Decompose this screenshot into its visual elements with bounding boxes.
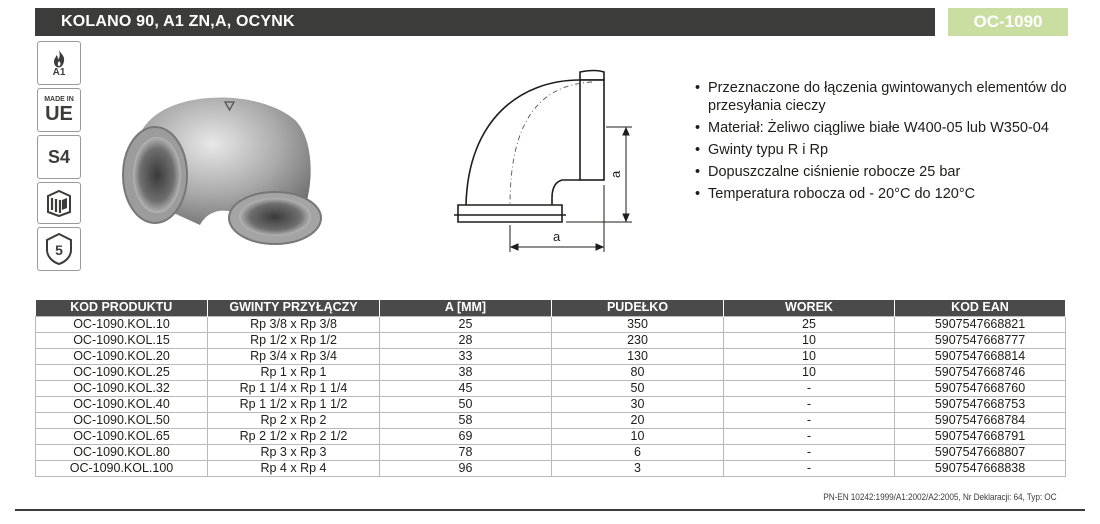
feature-item: • Gwinty typu R i Rp <box>695 141 1095 159</box>
cell-box: 230 <box>552 332 724 348</box>
made-in-ue-badge <box>37 88 81 132</box>
spec-table <box>35 300 1066 477</box>
cell-ean: 5907547668777 <box>895 332 1066 348</box>
cell-ean: 5907547668814 <box>895 348 1066 364</box>
feature-item: • Przeznaczone do łączenia gwintowanych elementów do przesyłania cieczy <box>695 79 1095 115</box>
cell-box: 80 <box>552 364 724 380</box>
cell-a-mm: 33 <box>380 348 552 364</box>
cell-ean: 5907547668791 <box>895 429 1066 445</box>
feature-item: • Dopuszczalne ciśnienie robocze 25 bar <box>695 163 1095 181</box>
cell-a-mm: 28 <box>380 332 552 348</box>
cell-box: 3 <box>552 461 724 477</box>
cell-threads: Rp 1 1/2 x Rp 1 1/2 <box>208 396 380 412</box>
cell-ean: 5907547668821 <box>895 316 1066 332</box>
cell-bag: - <box>724 413 895 429</box>
cell-box: 6 <box>552 445 724 461</box>
table-row <box>36 316 1066 332</box>
cell-box: 350 <box>552 316 724 332</box>
s4-label: S4 <box>47 146 71 167</box>
cell-threads: Rp 3/8 x Rp 3/8 <box>208 316 380 332</box>
col-header-threads: GWINTY PRZYŁĄCZY <box>208 300 380 316</box>
table-row <box>36 380 1066 396</box>
cell-a-mm: 38 <box>380 364 552 380</box>
technical-drawing <box>440 60 650 260</box>
cell-threads: Rp 4 x Rp 4 <box>208 461 380 477</box>
cell-bag: 25 <box>724 316 895 332</box>
cell-product-code: OC-1090.KOL.80 <box>36 445 208 461</box>
fire-class-label: A1 <box>52 66 66 78</box>
product-photo <box>110 80 330 260</box>
ue-label: UE <box>45 103 73 125</box>
norm-declaration-text: PN-EN 10242:1999/A1:2002/A2:2005, Nr Deklaracji: 64, Typ: OC <box>822 492 1056 502</box>
table-row <box>36 364 1066 380</box>
cell-box: 20 <box>552 413 724 429</box>
dimension-a-vertical: a <box>608 170 623 178</box>
fire-class-badge <box>37 41 81 85</box>
cell-threads: Rp 3 x Rp 3 <box>208 445 380 461</box>
cell-threads: Rp 3/4 x Rp 3/4 <box>208 348 380 364</box>
table-row <box>36 396 1066 412</box>
cell-threads: Rp 1 1/4 x Rp 1 1/4 <box>208 380 380 396</box>
table-row <box>36 348 1066 364</box>
cell-ean: 5907547668760 <box>895 380 1066 396</box>
table-header-row <box>36 300 1066 316</box>
product-title: KOLANO 90, A1 ZN,A, OCYNK <box>35 8 935 36</box>
cell-a-mm: 96 <box>380 461 552 477</box>
box-stack-icon <box>44 188 74 218</box>
product-code-badge: OC-1090 <box>948 8 1068 36</box>
col-header-product-code: KOD PRODUKTU <box>36 300 208 316</box>
cell-bag: - <box>724 429 895 445</box>
cell-a-mm: 45 <box>380 380 552 396</box>
dimension-a-horizontal: a <box>553 229 561 244</box>
table-row <box>36 461 1066 477</box>
cell-product-code: OC-1090.KOL.10 <box>36 316 208 332</box>
cell-bag: - <box>724 396 895 412</box>
cell-threads: Rp 1 x Rp 1 <box>208 364 380 380</box>
cell-box: 130 <box>552 348 724 364</box>
made-in-label: MADE IN <box>44 96 74 103</box>
cell-ean: 5907547668746 <box>895 364 1066 380</box>
s4-badge <box>37 135 81 179</box>
cell-bag: - <box>724 461 895 477</box>
feature-item: • Temperatura robocza od - 20°C do 120°C <box>695 185 1095 203</box>
cell-threads: Rp 2 1/2 x Rp 2 1/2 <box>208 429 380 445</box>
cell-box: 30 <box>552 396 724 412</box>
col-header-bag: WOREK <box>724 300 895 316</box>
cell-bag: 10 <box>724 348 895 364</box>
cell-bag: - <box>724 380 895 396</box>
cell-ean: 5907547668753 <box>895 396 1066 412</box>
cell-threads: Rp 2 x Rp 2 <box>208 413 380 429</box>
col-header-a-mm: A [MM] <box>380 300 552 316</box>
shield-icon <box>44 232 74 266</box>
warranty-number: 5 <box>55 242 63 258</box>
cell-product-code: OC-1090.KOL.20 <box>36 348 208 364</box>
cell-product-code: OC-1090.KOL.32 <box>36 380 208 396</box>
cell-threads: Rp 1/2 x Rp 1/2 <box>208 332 380 348</box>
cell-a-mm: 78 <box>380 445 552 461</box>
cell-a-mm: 25 <box>380 316 552 332</box>
cell-ean: 5907547668807 <box>895 445 1066 461</box>
table-row <box>36 413 1066 429</box>
col-header-box: PUDEŁKO <box>552 300 724 316</box>
flame-icon <box>51 49 67 69</box>
bottom-divider <box>15 509 1085 511</box>
feature-list <box>695 79 1095 207</box>
cell-ean: 5907547668784 <box>895 413 1066 429</box>
cell-a-mm: 58 <box>380 413 552 429</box>
table-row <box>36 332 1066 348</box>
warranty-badge <box>37 227 81 271</box>
feature-item: • Materiał: Żeliwo ciągliwe białe W400-05 lub W350-04 <box>695 119 1095 137</box>
cell-bag: - <box>724 445 895 461</box>
table-row <box>36 429 1066 445</box>
cell-product-code: OC-1090.KOL.40 <box>36 396 208 412</box>
cell-product-code: OC-1090.KOL.65 <box>36 429 208 445</box>
col-header-ean: KOD EAN <box>895 300 1066 316</box>
table-row <box>36 445 1066 461</box>
packaging-badge <box>37 182 81 224</box>
cell-a-mm: 50 <box>380 396 552 412</box>
cell-a-mm: 69 <box>380 429 552 445</box>
cell-product-code: OC-1090.KOL.25 <box>36 364 208 380</box>
cell-box: 50 <box>552 380 724 396</box>
cell-product-code: OC-1090.KOL.50 <box>36 413 208 429</box>
cell-product-code: OC-1090.KOL.15 <box>36 332 208 348</box>
cell-ean: 5907547668838 <box>895 461 1066 477</box>
cell-bag: 10 <box>724 332 895 348</box>
cell-box: 10 <box>552 429 724 445</box>
cell-product-code: OC-1090.KOL.100 <box>36 461 208 477</box>
cell-bag: 10 <box>724 364 895 380</box>
